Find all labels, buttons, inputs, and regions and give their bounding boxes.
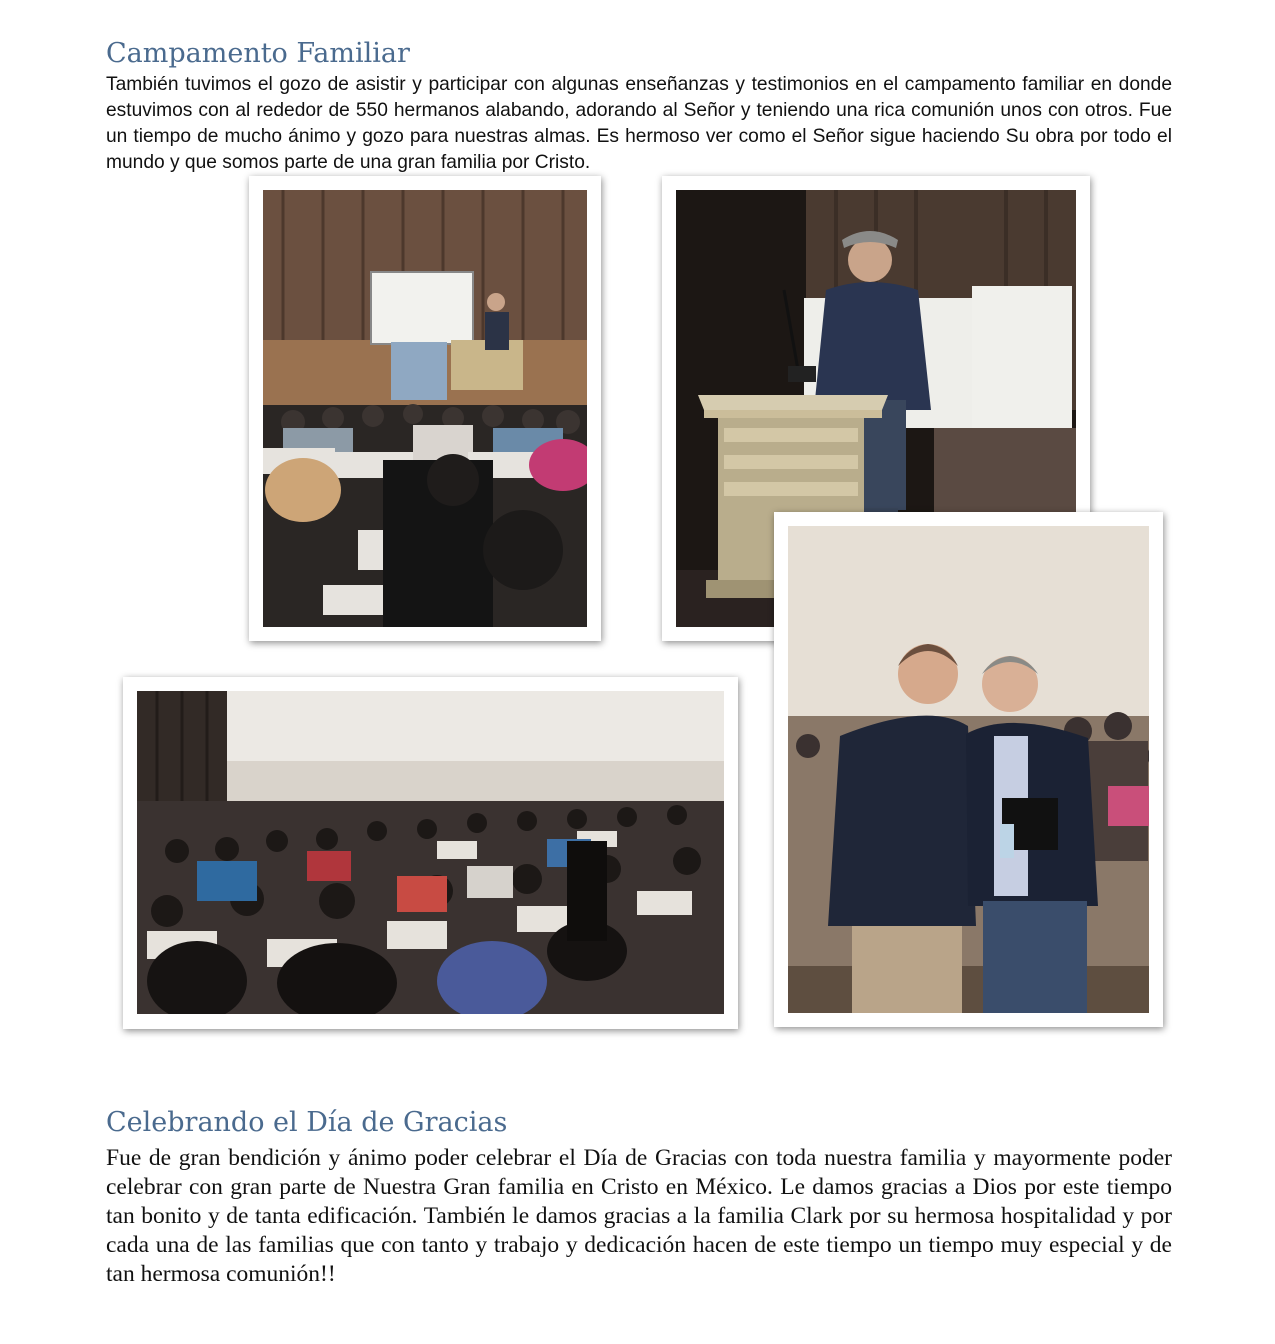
photo-audience-wide	[123, 677, 738, 1029]
photo-speaker-stage-audience	[249, 176, 601, 641]
photo-two-men-posing	[774, 512, 1163, 1027]
section-title-dia-de-gracias: Celebrando el Día de Gracias	[106, 1107, 508, 1138]
section-body-dia-de-gracias: Fue de gran bendición y ánimo poder celebrar el Día de Gracias con toda nuestra familia y mayormente poder celebrar con gran parte de Nuestra Gran familia en Cristo en México. Le damos gracias a Dios por este tiempo tan bonito y de tanta edificación. También le damos gracias a la familia Clark por su hermosa hospitalidad y por cada una de las familias que con tanto y trabajo y dedicación hacen de este tiempo un tiempo muy especial y de tan hermosa comunión!!	[106, 1145, 1172, 1287]
section-body-campamento: También tuvimos el gozo de asistir y participar con algunas enseñanzas y testimonios en el campamento familiar en donde estuvimos con al rededor de 550 hermanos alabando, adorando al Señor y teniendo una rica comunión unos con otros. Fue un tiempo de mucho ánimo y gozo para nuestras almas. Es hermoso ver como el Señor sigue haciendo Su obra por todo el mundo y que somos parte de una gran familia por Cristo.	[106, 74, 1172, 173]
section-title-campamento: Campamento Familiar	[106, 38, 410, 69]
